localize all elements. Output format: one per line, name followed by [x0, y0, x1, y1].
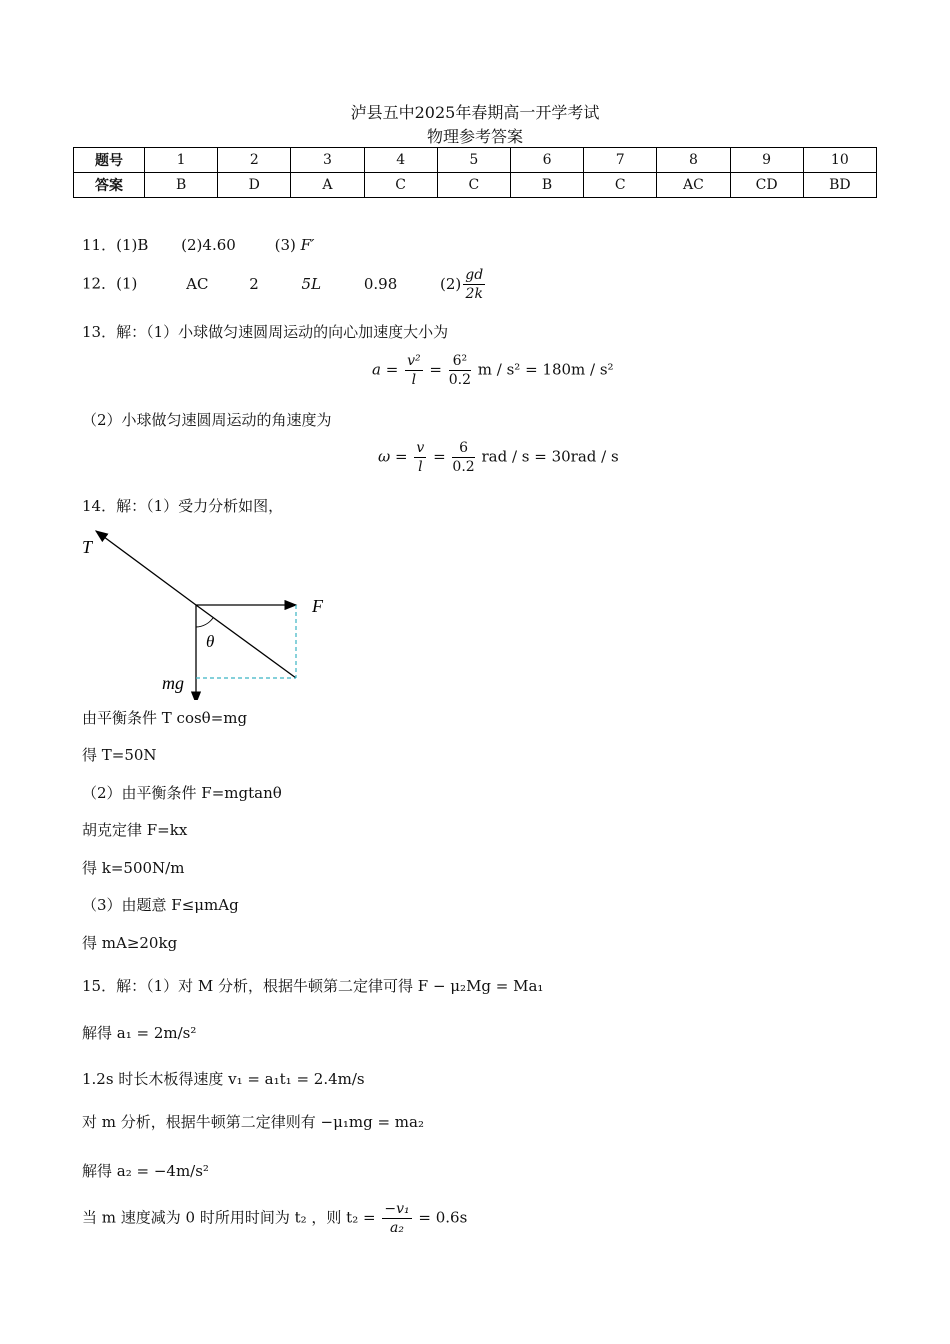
page-title: 泸县五中2025年春期高一开学考试	[350, 103, 600, 122]
q14-line-k-result: 得 k=500N/m	[82, 859, 185, 877]
fraction-numerator: 6²	[449, 352, 471, 371]
table-cell: 4	[364, 148, 437, 173]
q13-eq1-fraction1	[405, 352, 423, 389]
table-cell: B	[145, 173, 218, 198]
table-header-answer: 答案	[74, 173, 145, 198]
table-cell: AC	[657, 173, 730, 198]
fraction-numerator: −v₁	[384, 1201, 410, 1217]
label-theta: θ	[206, 632, 215, 651]
q14-line-part3: （3）由题意 F≤μmAg	[82, 896, 239, 914]
fraction-numerator: v	[416, 440, 425, 456]
fraction-denominator: l	[418, 459, 423, 475]
tension-arrow	[96, 531, 196, 605]
q14-line-part2: （2）由平衡条件 F=mgtanθ	[82, 784, 282, 802]
table-cell: B	[510, 173, 583, 198]
q13-eq1-lhs: a =	[372, 360, 399, 379]
q13-eq2-fraction1	[414, 439, 426, 476]
q15-line1: 15．解：（1）对 M 分析，根据牛顿第二定律可得 F − μ₂Mg = Ma₁	[82, 977, 544, 995]
fraction-denominator: 0.2	[452, 459, 475, 475]
label-t: T	[82, 537, 93, 557]
table-cell: 1	[145, 148, 218, 173]
q13-eq1-result: m / s² = 180m / s²	[477, 360, 614, 379]
q14-line-hooke: 胡克定律 F=kx	[82, 821, 188, 839]
label-mg: mg	[162, 673, 184, 693]
q11-part3: (3)	[274, 236, 296, 254]
force-diagram	[70, 525, 370, 700]
fraction-denominator: 0.2	[448, 372, 471, 388]
q15-line5: 解得 a₂ = −4m/s²	[82, 1162, 209, 1180]
q11-line	[82, 234, 314, 255]
q13-line1: 13．解：（1）小球做匀速圆周运动的向心加速度大小为	[82, 323, 449, 341]
fraction-denominator: a₂	[390, 1220, 404, 1236]
q15-line4: 对 m 分析，根据牛顿第二定律则有 −μ₁mg = ma₂	[82, 1113, 424, 1131]
page-subtitle: 物理参考答案	[426, 127, 523, 146]
table-cell: 3	[291, 148, 364, 173]
q15-line6-result: = 0.6s	[418, 1208, 468, 1227]
table-cell: BD	[803, 173, 876, 198]
table-cell: 8	[657, 148, 730, 173]
table-cell: 9	[730, 148, 803, 173]
label-f: F	[312, 596, 323, 616]
table-header-number: 题号	[74, 148, 145, 173]
angle-arc	[196, 618, 213, 627]
q12-fraction	[463, 266, 485, 303]
q12-number: 12．(1)	[82, 274, 138, 293]
table-cell: 10	[803, 148, 876, 173]
q14-line-tension-result: 得 T=50N	[82, 746, 157, 764]
q12-fraction-numerator: gd	[465, 267, 484, 283]
equals-sign: =	[429, 360, 442, 379]
q13-equation2	[378, 439, 619, 476]
table-cell: 2	[218, 148, 291, 173]
q11-number: 11．	[82, 236, 117, 254]
q11-part1: (1)B	[116, 236, 149, 254]
q12-answer-c: 5L	[301, 274, 322, 293]
q13-line2: （2）小球做匀速圆周运动的角速度为	[82, 411, 332, 429]
q15-fraction	[382, 1200, 411, 1237]
fraction-denominator: l	[411, 372, 417, 388]
q12-line	[82, 266, 487, 303]
table-cell: D	[218, 173, 291, 198]
table-cell: C	[437, 173, 510, 198]
q14-line1: 14．解：（1）受力分析如图，	[82, 497, 284, 515]
q15-line6	[82, 1200, 467, 1237]
q13-eq1-fraction2	[449, 352, 471, 389]
q13-equation1	[372, 352, 614, 389]
q11-part3-value: F′	[300, 236, 315, 254]
q14-line-ma-result: 得 mA≥20kg	[82, 934, 178, 952]
q12-fraction-denominator: 2k	[465, 286, 483, 302]
q12-part2: (2)	[440, 274, 462, 293]
table-cell: A	[291, 173, 364, 198]
fraction-numerator: v²	[407, 353, 421, 369]
table-cell: 6	[510, 148, 583, 173]
q15-line3: 1.2s 时长木板得速度 v₁ = a₁t₁ = 2.4m/s	[82, 1070, 365, 1088]
q14-line-equilibrium: 由平衡条件 T cosθ=mg	[82, 709, 248, 727]
fraction-numerator: 6	[452, 439, 474, 458]
q12-answer-d: 0.98	[363, 274, 398, 293]
q12-answer-a: AC	[186, 274, 209, 293]
table-cell: 7	[584, 148, 657, 173]
table-row-numbers	[74, 148, 877, 173]
q13-eq2-lhs: ω =	[378, 447, 408, 466]
q15-line6-text: 当 m 速度减为 0 时所用时间为 t₂ ，则 t₂ =	[82, 1208, 376, 1227]
answer-table	[73, 147, 877, 198]
table-cell: C	[584, 173, 657, 198]
equals-sign: =	[433, 447, 446, 466]
table-cell: 5	[437, 148, 510, 173]
table-row-answers	[74, 173, 877, 198]
q13-eq2-result: rad / s = 30rad / s	[481, 447, 619, 466]
q11-part2: (2)4.60	[181, 236, 236, 254]
table-cell: C	[364, 173, 437, 198]
q13-eq2-fraction2	[452, 439, 474, 476]
table-cell: CD	[730, 173, 803, 198]
q15-line2: 解得 a₁ = 2m/s²	[82, 1024, 197, 1042]
q12-answer-b: 2	[249, 274, 259, 293]
